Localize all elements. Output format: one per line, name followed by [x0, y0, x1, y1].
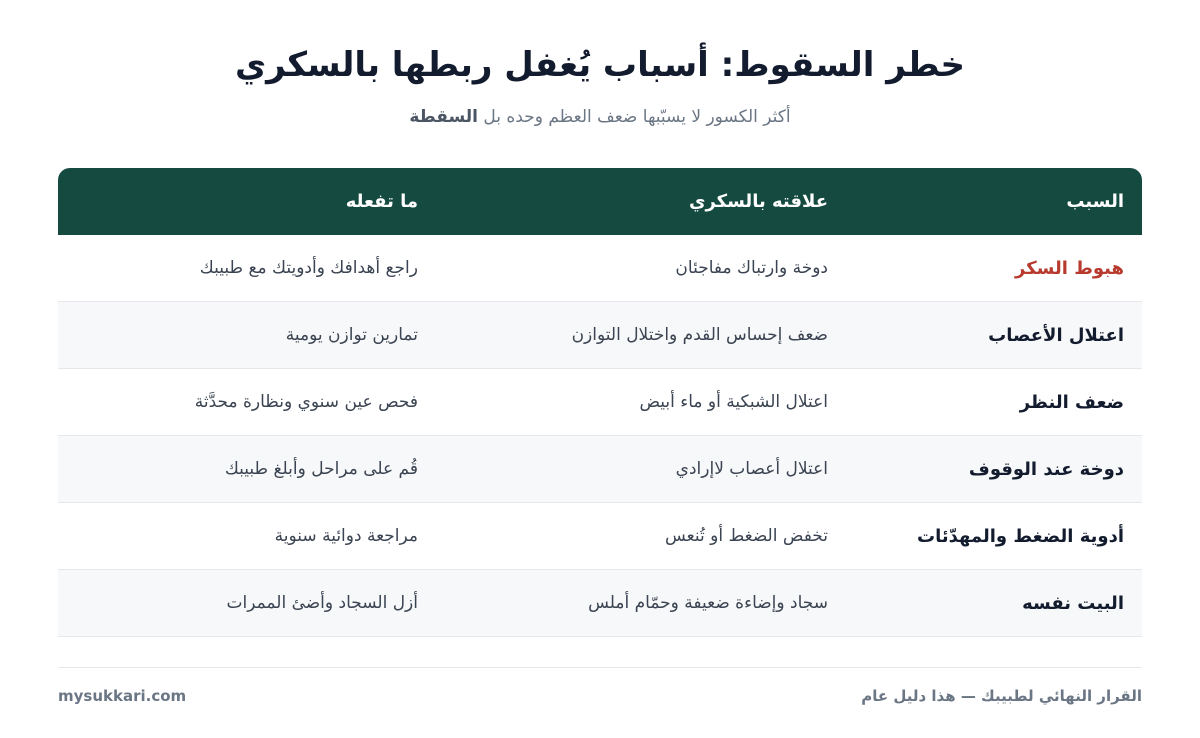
relation-cell: دوخة وارتباك مفاجئان [675, 258, 828, 278]
footer-site-link[interactable]: mysukkari.com [58, 687, 187, 705]
relation-cell: سجاد وإضاءة ضعيفة وحمّام أملس [588, 593, 828, 613]
table-row [58, 436, 1142, 503]
action-cell: قُم على مراحل وأبلغ طبيبك [224, 459, 418, 479]
cause-cell: أدوية الضغط والمهدّئات [917, 525, 1124, 547]
column-header-action: ما تفعله [345, 191, 418, 212]
action-cell: فحص عين سنوي ونظارة محدَّثة [194, 392, 418, 412]
table-row [58, 503, 1142, 570]
relation-cell: ضعف إحساس القدم واختلال التوازن [571, 325, 828, 345]
page-title: خطر السقوط: أسباب يُغفل ربطها بالسكري [234, 45, 965, 85]
table-row [58, 302, 1142, 369]
cause-cell: هبوط السكر [1015, 257, 1124, 279]
cause-cell: البيت نفسه [1022, 592, 1124, 614]
page-subtitle [0, 104, 1200, 130]
action-cell: تمارين توازن يومية [285, 325, 418, 345]
action-cell: مراجعة دوائية سنوية [274, 526, 418, 546]
footer-divider [58, 667, 1142, 668]
cause-cell: اعتلال الأعصاب [988, 324, 1124, 346]
cause-cell: دوخة عند الوقوف [968, 458, 1124, 480]
column-header-cause: السبب [1066, 191, 1124, 212]
causes-table [58, 168, 1142, 637]
subtitle-text: أكثر الكسور لا يسبّبها ضعف العظم وحده بل [478, 107, 791, 127]
subtitle-emphasis: السقطة [409, 107, 478, 127]
table-header [58, 168, 1142, 235]
relation-cell: تخفض الضغط أو تُنعس [665, 526, 828, 546]
relation-cell: اعتلال أعصاب لاإرادي [675, 459, 828, 479]
relation-cell: اعتلال الشبكية أو ماء أبيض [639, 392, 828, 412]
cause-cell: ضعف النظر [1019, 391, 1124, 413]
action-cell: أزل السجاد وأضئ الممرات [226, 593, 418, 613]
table-row [58, 369, 1142, 436]
column-header-relation: علاقته بالسكري [688, 191, 828, 212]
action-cell: راجع أهدافك وأدويتك مع طبيبك [199, 258, 418, 278]
footer-disclaimer: القرار النهائي لطبيبك — هذا دليل عام [861, 687, 1142, 705]
table-row [58, 235, 1142, 302]
table-row [58, 570, 1142, 637]
